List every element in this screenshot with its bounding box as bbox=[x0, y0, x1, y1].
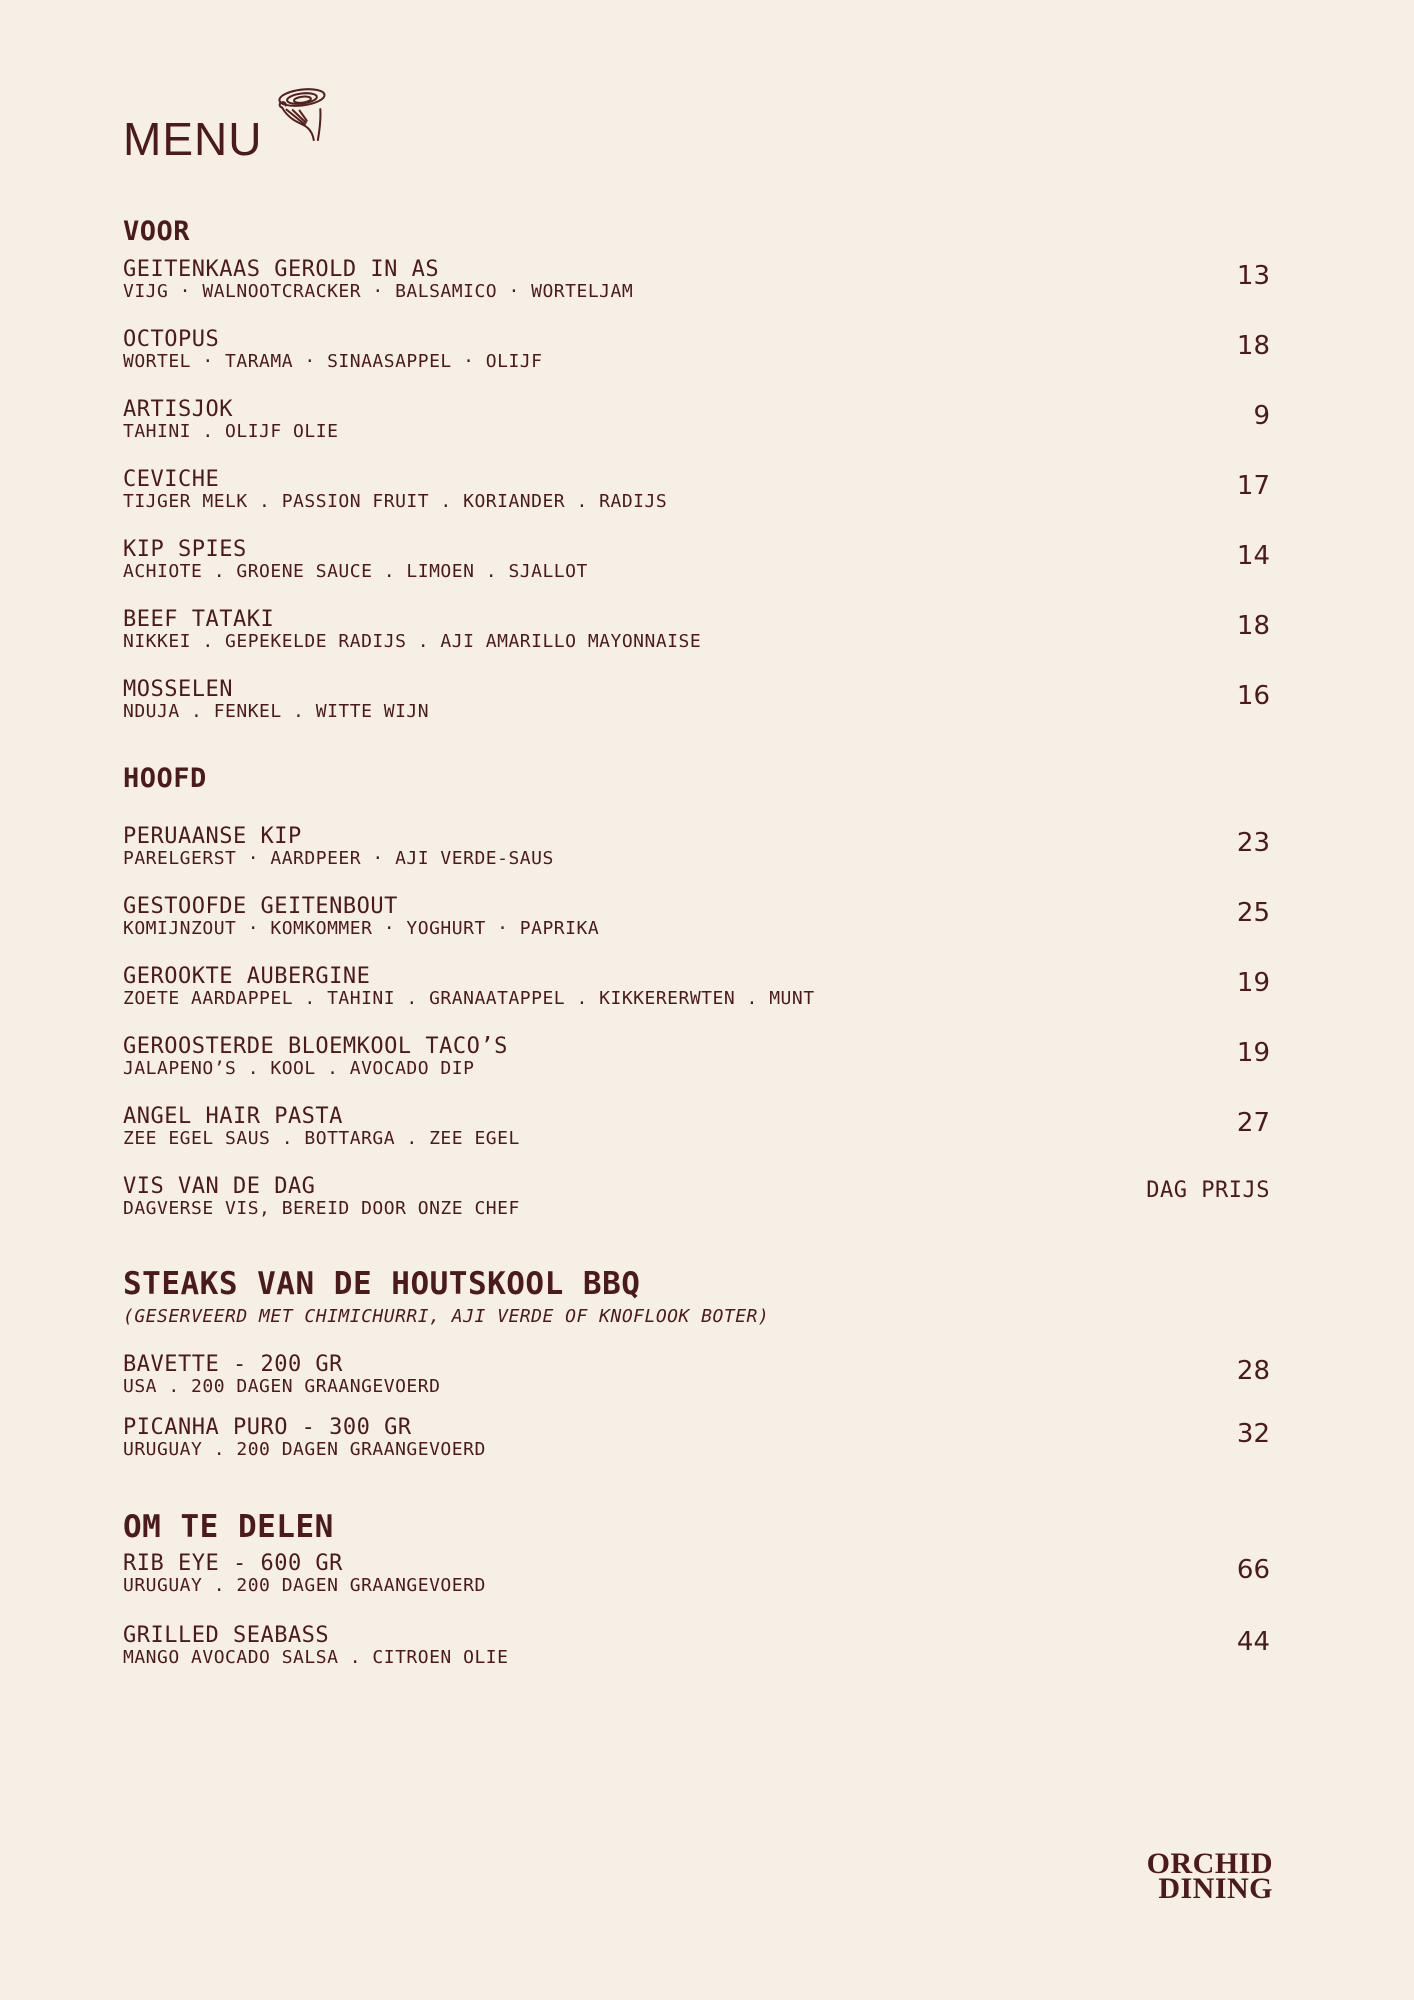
item-text bbox=[123, 1035, 508, 1079]
section-title: STEAKS VAN DE HOUTSKOOL BBQ bbox=[123, 1266, 641, 1302]
item-name: CEVICHE bbox=[123, 467, 220, 492]
menu-item bbox=[123, 538, 1270, 582]
item-text bbox=[123, 258, 633, 302]
menu-item bbox=[123, 468, 1270, 512]
waiter-tray-icon bbox=[272, 85, 330, 145]
item-price: DAG PRIJS bbox=[1146, 1178, 1270, 1203]
item-description: URUGUAY . 200 DAGEN GRAANGEVOERD bbox=[123, 1439, 486, 1460]
item-price: 25 bbox=[1236, 898, 1270, 928]
menu-item bbox=[123, 258, 1270, 302]
section-title: HOOFD bbox=[123, 763, 207, 794]
menu-item bbox=[123, 1416, 1270, 1460]
item-text bbox=[123, 538, 588, 582]
menu-section bbox=[123, 764, 1270, 1219]
item-text bbox=[123, 895, 599, 939]
menu-section bbox=[123, 217, 1270, 722]
item-price: 18 bbox=[1236, 611, 1270, 641]
item-name: GEROOKTE AUBERGINE bbox=[123, 964, 371, 989]
item-name: PICANHA PURO - 300 GR bbox=[123, 1415, 412, 1440]
item-price: 18 bbox=[1236, 331, 1270, 361]
item-description: WORTEL · TARAMA · SINAASAPPEL · OLIJF bbox=[123, 351, 543, 372]
item-description: NIKKEI . GEPEKELDE RADIJS . AJI AMARILLO MAYONNAISE bbox=[123, 631, 702, 652]
menu-item bbox=[123, 1624, 1270, 1668]
item-price: 19 bbox=[1236, 1038, 1270, 1068]
menu-item bbox=[123, 825, 1270, 869]
item-text bbox=[123, 965, 815, 1009]
item-name: BEEF TATAKI bbox=[123, 607, 275, 632]
menu-item bbox=[123, 965, 1270, 1009]
item-text bbox=[123, 1416, 486, 1460]
item-description: DAGVERSE VIS, BEREID DOOR ONZE CHEF bbox=[123, 1198, 520, 1219]
item-description: VIJG · WALNOOTCRACKER · BALSAMICO · WORTELJAM bbox=[123, 281, 634, 302]
menu-item bbox=[123, 895, 1270, 939]
menu-item bbox=[123, 1552, 1270, 1596]
item-description: ZEE EGEL SAUS . BOTTARGA . ZEE EGEL bbox=[123, 1128, 520, 1149]
item-name: RIB EYE - 600 GR bbox=[123, 1551, 343, 1576]
item-description: TIJGER MELK . PASSION FRUIT . KORIANDER . RADIJS bbox=[123, 491, 668, 512]
menu-item bbox=[123, 1105, 1270, 1149]
item-text bbox=[123, 1353, 440, 1397]
item-text bbox=[123, 678, 429, 722]
brand-line-2: DINING bbox=[1158, 1872, 1273, 1905]
brand-logo bbox=[1146, 1847, 1273, 1905]
section-title: VOOR bbox=[123, 216, 191, 247]
masthead bbox=[123, 115, 1270, 163]
item-description: TAHINI . OLIJF OLIE bbox=[123, 421, 339, 442]
item-name: BAVETTE - 200 GR bbox=[123, 1352, 343, 1377]
menu-item bbox=[123, 1175, 1270, 1219]
item-price: 27 bbox=[1236, 1108, 1270, 1138]
menu-item bbox=[123, 398, 1270, 442]
item-text bbox=[123, 1552, 486, 1596]
item-description: JALAPENO’S . KOOL . AVOCADO DIP bbox=[123, 1058, 475, 1079]
menu-section bbox=[123, 1510, 1270, 1668]
item-price: 9 bbox=[1253, 401, 1270, 431]
item-name: GRILLED SEABASS bbox=[123, 1623, 330, 1648]
item-text bbox=[123, 1175, 520, 1219]
item-text bbox=[123, 1624, 508, 1668]
section-items bbox=[123, 258, 1270, 722]
item-price: 19 bbox=[1236, 968, 1270, 998]
item-name: GEITENKAAS GEROLD IN AS bbox=[123, 257, 440, 282]
item-price: 66 bbox=[1236, 1555, 1270, 1585]
item-price: 17 bbox=[1236, 471, 1270, 501]
item-name: GEROOSTERDE BLOEMKOOL TACO’S bbox=[123, 1034, 508, 1059]
menu-item bbox=[123, 1035, 1270, 1079]
item-text bbox=[123, 1105, 520, 1149]
item-text bbox=[123, 328, 542, 372]
section-items bbox=[123, 1353, 1270, 1460]
section-title: OM TE DELEN bbox=[123, 1509, 334, 1545]
menu-section bbox=[123, 1267, 1270, 1460]
item-price: 23 bbox=[1236, 828, 1270, 858]
menu-item bbox=[123, 328, 1270, 372]
item-name: ANGEL HAIR PASTA bbox=[123, 1104, 343, 1129]
item-text bbox=[123, 468, 667, 512]
item-text bbox=[123, 398, 338, 442]
item-description: USA . 200 DAGEN GRAANGEVOERD bbox=[123, 1376, 441, 1397]
page-title: MENU bbox=[123, 113, 263, 165]
menu-sections bbox=[123, 217, 1270, 1668]
item-price: 14 bbox=[1236, 541, 1270, 571]
item-price: 32 bbox=[1236, 1419, 1270, 1449]
item-description: NDUJA . FENKEL . WITTE WIJN bbox=[123, 701, 430, 722]
item-description: ACHIOTE . GROENE SAUCE . LIMOEN . SJALLOT bbox=[123, 561, 588, 582]
item-description: ZOETE AARDAPPEL . TAHINI . GRANAATAPPEL . KIKKERERWTEN . MUNT bbox=[123, 988, 815, 1009]
item-name: OCTOPUS bbox=[123, 327, 220, 352]
item-description: URUGUAY . 200 DAGEN GRAANGEVOERD bbox=[123, 1575, 486, 1596]
item-price: 13 bbox=[1236, 261, 1270, 291]
menu-item bbox=[123, 608, 1270, 652]
item-text bbox=[123, 825, 554, 869]
item-name: VIS VAN DE DAG bbox=[123, 1174, 316, 1199]
item-price: 16 bbox=[1236, 681, 1270, 711]
item-text bbox=[123, 608, 701, 652]
item-name: KIP SPIES bbox=[123, 537, 247, 562]
item-name: PERUAANSE KIP bbox=[123, 824, 302, 849]
item-description: MANGO AVOCADO SALSA . CITROEN OLIE bbox=[123, 1647, 509, 1668]
item-description: PARELGERST · AARDPEER · AJI VERDE-SAUS bbox=[123, 848, 554, 869]
section-note: (GESERVEERD MET CHIMICHURRI, AJI VERDE OF KNOFLOOK BOTER) bbox=[123, 1306, 770, 1327]
item-name: ARTISJOK bbox=[123, 397, 233, 422]
section-items bbox=[123, 1552, 1270, 1668]
item-price: 28 bbox=[1236, 1356, 1270, 1386]
item-name: GESTOOFDE GEITENBOUT bbox=[123, 894, 398, 919]
item-price: 44 bbox=[1236, 1627, 1270, 1657]
item-name: MOSSELEN bbox=[123, 677, 233, 702]
section-items bbox=[123, 825, 1270, 1219]
menu-item bbox=[123, 1353, 1270, 1397]
item-description: KOMIJNZOUT · KOMKOMMER · YOGHURT · PAPRIKA bbox=[123, 918, 600, 939]
menu-item bbox=[123, 678, 1270, 722]
brand-line-1: ORCHID bbox=[1146, 1847, 1273, 1880]
